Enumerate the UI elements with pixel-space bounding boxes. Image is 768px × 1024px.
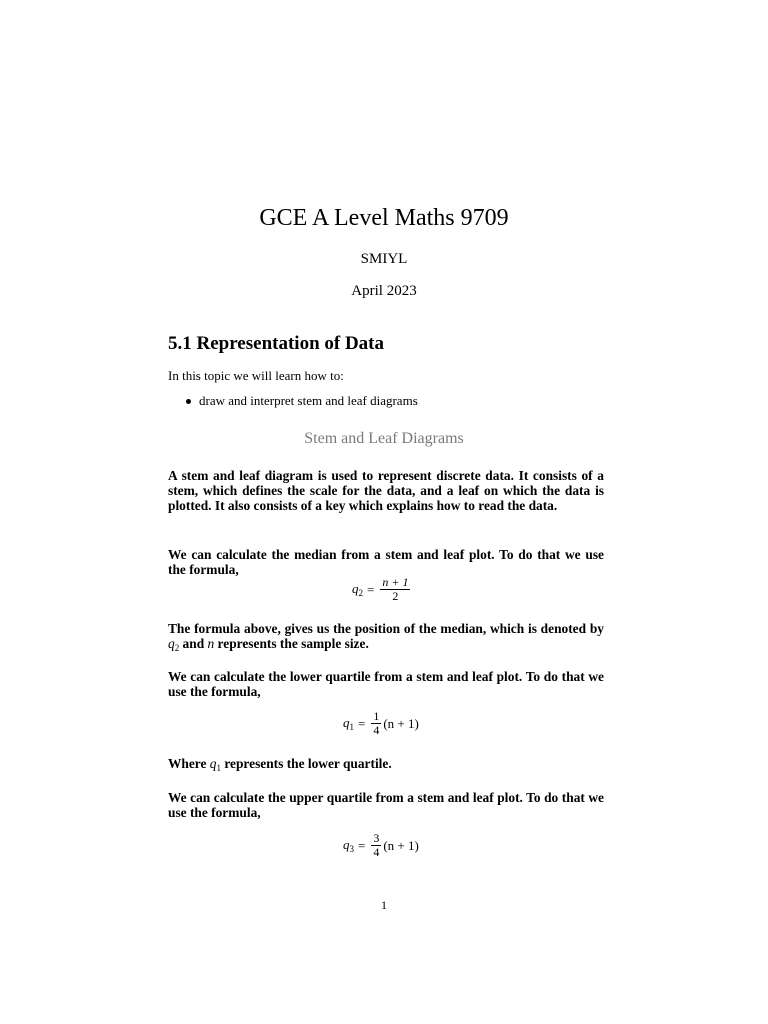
fraction-denominator: 4 — [373, 845, 380, 859]
fraction-numerator: 3 — [373, 831, 380, 845]
document-title: GCE A Level Maths 9709 — [259, 205, 509, 231]
formula-expression: (n + 1) — [383, 837, 419, 853]
subsection-heading: Stem and Leaf Diagrams — [304, 430, 464, 447]
paragraph-lower-quartile-explanation: Where $q_1$ represents the lower quartile. — [168, 756, 392, 773]
paragraph-definition: A stem and leaf diagram is used to represent discrete data. It consists of a stem, which defines the scale for the data, and a leaf on which the data is plotted. It also consists of a key which explains how to read the data. — [168, 468, 604, 514]
bullet-icon — [186, 399, 191, 404]
section-heading: 5.1 Representation of Data — [168, 333, 385, 354]
formula-variable: $q_2$ — [352, 581, 363, 598]
bullet-list-item — [186, 393, 418, 409]
upper-quartile-formula — [343, 832, 419, 859]
document-date: April 2023 — [351, 283, 417, 299]
document-author: SMIYL — [360, 251, 408, 267]
formula-equals: = — [358, 715, 366, 731]
formula-variable: $q_3$ — [343, 837, 354, 854]
paragraph-upper-quartile-intro: We can calculate the upper quartile from a stem and leaf plot. To do that we use the formula, — [168, 790, 604, 821]
formula-equals: = — [367, 581, 375, 597]
paragraph-median-intro: We can calculate the median from a stem and leaf plot. To do that we use the formula, — [168, 547, 604, 578]
paragraph-lower-quartile-intro: We can calculate the lower quartile from a stem and leaf plot. To do that we use the formula, — [168, 669, 604, 700]
intro-text: In this topic we will learn how to: — [168, 368, 344, 383]
formula-fraction — [380, 576, 410, 603]
fraction-denominator: 2 — [392, 589, 399, 603]
paragraph-median-explanation: The formula above, gives us the position of the median, which is denoted by $q_2$ and n represents the sample size. — [168, 621, 604, 654]
formula-expression: (n + 1) — [383, 715, 419, 731]
fraction-numerator: n + 1 — [382, 575, 409, 589]
formula-variable: $q_1$ — [343, 715, 354, 732]
fraction-numerator: 1 — [373, 709, 380, 723]
median-formula — [352, 576, 412, 603]
formula-equals: = — [358, 837, 366, 853]
formula-fraction — [371, 710, 381, 737]
page-number: 1 — [381, 898, 387, 912]
bullet-text: draw and interpret stem and leaf diagrams — [199, 393, 418, 408]
fraction-denominator: 4 — [373, 723, 380, 737]
lower-quartile-formula — [343, 710, 419, 737]
formula-fraction — [371, 832, 381, 859]
